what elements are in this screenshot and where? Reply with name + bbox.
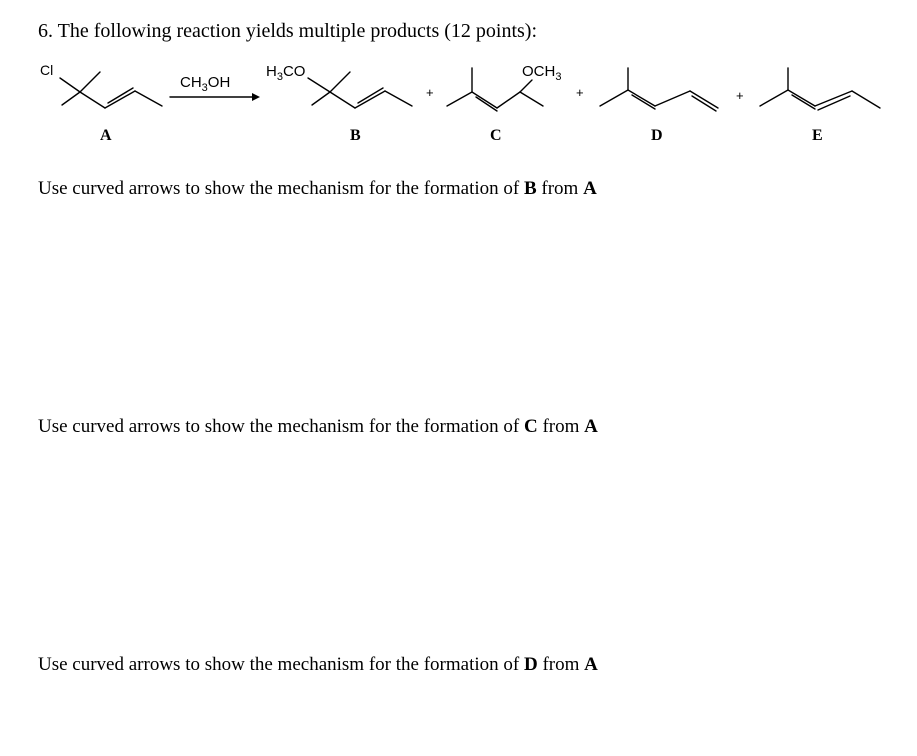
chlorine-substituent: Cl bbox=[40, 62, 54, 78]
reagent-label: $CH_3OH$ bbox=[180, 74, 231, 94]
prompt-d: Use curved arrows to show the mechanism for the formation of D from A bbox=[38, 654, 598, 675]
reaction-arrow bbox=[170, 93, 260, 101]
compound-e-structure bbox=[760, 68, 880, 110]
question-title: 6. The following reaction yields multiple products (12 points): bbox=[38, 20, 537, 42]
prompt-c: Use curved arrows to show the mechanism for the formation of C from A bbox=[38, 416, 598, 437]
compound-b-structure bbox=[308, 72, 412, 108]
methoxy-substituent-c: $OCH_3$ bbox=[522, 63, 562, 83]
prompt-b: Use curved arrows to show the mechanism for the formation of B from A bbox=[38, 178, 597, 199]
methoxy-substituent-b: $H_3CO$ bbox=[266, 63, 306, 83]
compound-d-structure bbox=[600, 68, 718, 111]
reaction-scheme bbox=[0, 0, 917, 160]
label-e: E bbox=[812, 127, 823, 144]
label-c: C bbox=[490, 127, 502, 144]
label-d: D bbox=[651, 127, 663, 144]
plus-sign-2: + bbox=[576, 85, 584, 100]
plus-sign-3: + bbox=[736, 88, 744, 103]
plus-sign-1: + bbox=[426, 85, 434, 100]
label-a: A bbox=[100, 127, 112, 144]
label-b: B bbox=[350, 127, 361, 144]
compound-a-structure bbox=[60, 72, 162, 108]
